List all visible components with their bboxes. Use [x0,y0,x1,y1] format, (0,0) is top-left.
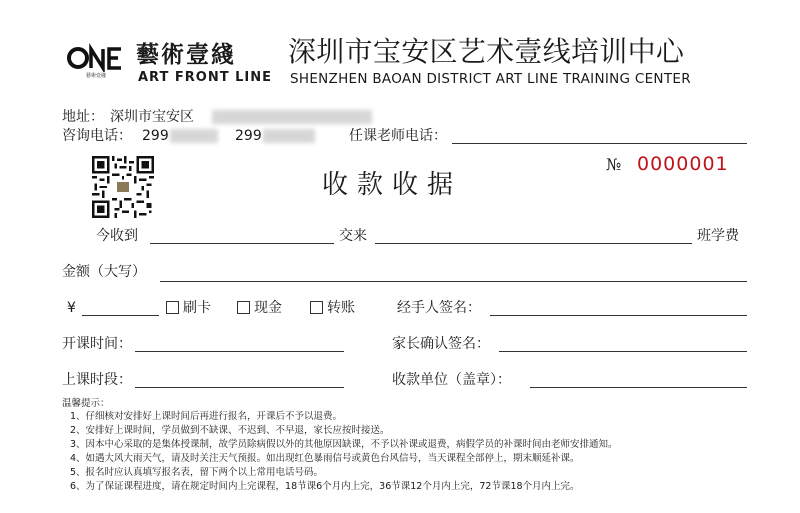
teacher-phone-label: 任课老师电话： [349,128,447,144]
parent-signature-line[interactable] [499,351,747,352]
transfer-label: 转账 [327,300,355,316]
notes-title: 温馨提示： [62,398,110,409]
note-item: 1、仔细核对安排好上课时间后再进行报名，开课后不予以退费。 [70,411,343,422]
received-from-label: 今收到 [96,228,138,244]
phone-1: 299 [142,128,169,144]
parent-confirm-label: 家长确认签名： [392,336,490,352]
start-time-line[interactable] [135,351,344,352]
logo-chinese: 藝術壹綫 [136,41,236,68]
qr-code [92,156,154,218]
receipt-number-symbol: № [606,155,622,174]
class-period-line[interactable] [135,387,344,388]
receiving-unit-label: 收款单位（盖章）： [392,372,511,388]
address-value: 深圳市宝安区 [110,109,194,125]
phone-2-redacted [263,129,315,143]
payer-name-line[interactable] [150,243,334,244]
note-item: 3、因本中心采取的是集体授课制，故学员除病假以外的其他原因缺课，不予以补课或退费，病假学员的补课时间由老师安排通知。 [70,439,618,450]
class-period-label: 上课时段： [62,372,132,388]
receiving-unit-line[interactable] [530,387,747,388]
card-label: 刷卡 [183,300,211,316]
amount-label: 金额（大写） [62,264,146,280]
logo [66,36,272,96]
logo-one-mark [66,42,126,72]
note-item: 4、如遇大风大雨天气，请及时关注天气预报。如出现红色暴雨信号或黄色台风信号，当天课程全部停上，期末顺延补课。 [70,453,580,464]
phone-1-redacted [170,129,218,143]
class-fee-label: 班学费 [697,228,739,244]
note-item: 2、安排好上课时间，学员做到不缺课、不迟到、不早退，家长应按时接送。 [70,425,390,436]
org-name-en: SHENZHEN BAOAN DISTRICT ART LINE TRAINING CENTER [290,71,691,87]
org-name-cn: 深圳市宝安区艺术壹线培训中心 [288,35,685,68]
handler-signature-line[interactable] [490,315,747,316]
transfer-checkbox[interactable] [310,301,323,314]
phone-2: 299 [235,128,262,144]
receipt-title: 收款收据 [322,170,463,200]
note-item: 6、为了保证课程进度，请在规定时间内上完课程，18节课6个月内上完，36节课12个月内上完，72节课18个月内上完。 [70,481,580,492]
paid-label: 交来 [339,228,367,244]
address-label: 地址： [62,109,104,125]
amount-figure-line[interactable] [82,315,159,316]
card-checkbox[interactable] [166,301,179,314]
receipt-number: 0000001 [637,153,729,175]
start-time-label: 开课时间： [62,336,132,352]
amount-words-line[interactable] [160,281,747,282]
cash-label: 现金 [254,300,282,316]
address-redacted [212,110,372,124]
yen-symbol: ¥ [67,300,76,316]
cash-checkbox[interactable] [237,301,250,314]
logo-tiny-text: 藝術壹綫 [86,73,107,79]
handler-label: 经手人签名： [397,300,481,316]
phone-label: 咨询电话： [62,128,132,144]
logo-english: ART FRONT LINE [138,70,272,85]
note-item: 5、报名时应认真填写报名表，留下两个以上常用电话号码。 [70,467,324,478]
paid-for-line[interactable] [375,243,692,244]
teacher-phone-line[interactable] [452,143,747,144]
